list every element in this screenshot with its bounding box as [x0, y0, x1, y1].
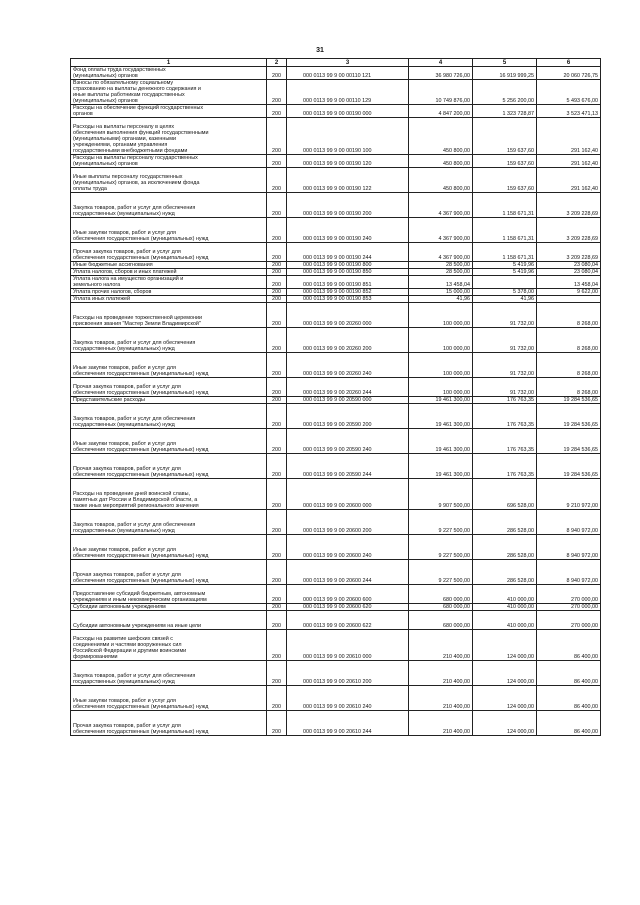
row-amount-remaining: 270 000,00 — [537, 611, 601, 630]
row-amount-executed: 124 000,00 — [473, 686, 537, 711]
row-amount-executed: 124 000,00 — [473, 630, 537, 661]
row-name: Иные закупки товаров, работ и услуг для обеспечения государственных (муниципальных) нужд — [71, 429, 267, 454]
row-code: 200 — [267, 454, 287, 479]
row-amount-remaining: 19 284 536,65 — [537, 397, 601, 404]
row-name: Иные закупки товаров, работ и услуг для обеспечения государственных (муниципальных) нужд — [71, 686, 267, 711]
table-row — [71, 630, 601, 661]
row-name: Субсидии автономным учреждениям — [71, 604, 267, 611]
table-row — [71, 80, 601, 105]
table-row — [71, 397, 601, 404]
page-number: 31 — [316, 47, 324, 54]
row-amount-remaining: 23 080,04 — [537, 269, 601, 276]
row-name: Прочая закупка товаров, работ и услуг для обеспечения государственных (муниципальных) нужд — [71, 243, 267, 262]
row-code: 200 — [267, 218, 287, 243]
row-amount-remaining: 270 000,00 — [537, 604, 601, 611]
row-code: 200 — [267, 118, 287, 155]
row-amount-executed: 286 528,00 — [473, 560, 537, 585]
row-amount-executed: 176 763,35 — [473, 404, 537, 429]
row-kbk: 000 0113 99 9 00 00190 244 — [287, 243, 409, 262]
row-kbk: 000 0113 99 9 00 00190 100 — [287, 118, 409, 155]
row-amount-executed: 410 000,00 — [473, 604, 537, 611]
row-amount-approved: 9 227 500,00 — [409, 510, 473, 535]
row-name: Уплата налогов, сборов и иных платежей — [71, 269, 267, 276]
row-kbk: 000 0113 99 9 00 20610 244 — [287, 711, 409, 736]
row-amount-approved: 28 500,00 — [409, 269, 473, 276]
row-name: Предоставление субсидий бюджетным, автономным учреждениям и иным некоммерческим организациям — [71, 585, 267, 604]
row-kbk: 000 0113 99 9 00 20590 000 — [287, 397, 409, 404]
row-amount-approved: 19 461 300,00 — [409, 397, 473, 404]
row-amount-executed: 176 763,35 — [473, 397, 537, 404]
row-kbk: 000 0113 99 9 00 00190 240 — [287, 218, 409, 243]
row-code: 200 — [267, 535, 287, 560]
header-col-3: 3 — [287, 59, 409, 67]
row-name: Расходы на проведение торжественной церемонии присвоения звания "Мастер Земли Владимирской" — [71, 303, 267, 328]
row-name: Уплата иных платежей — [71, 296, 267, 303]
row-amount-executed: 410 000,00 — [473, 585, 537, 604]
row-kbk: 000 0113 99 9 00 20600 240 — [287, 535, 409, 560]
row-amount-approved: 100 000,00 — [409, 328, 473, 353]
row-name: Расходы на обеспечение функций государственных органов — [71, 105, 267, 118]
row-kbk: 000 0113 99 9 00 20600 244 — [287, 560, 409, 585]
table-row — [71, 67, 601, 80]
row-amount-approved: 13 458,04 — [409, 276, 473, 289]
row-code: 200 — [267, 711, 287, 736]
row-code: 200 — [267, 353, 287, 378]
row-amount-remaining: 8 268,00 — [537, 353, 601, 378]
row-amount-remaining: 5 493 676,00 — [537, 80, 601, 105]
row-kbk: 000 0113 99 9 00 20590 240 — [287, 429, 409, 454]
row-amount-executed: 286 528,00 — [473, 510, 537, 535]
row-name: Иные закупки товаров, работ и услуг для обеспечения государственных (муниципальных) нужд — [71, 218, 267, 243]
row-amount-approved: 36 980 726,00 — [409, 67, 473, 80]
row-name: Иные закупки товаров, работ и услуг для обеспечения государственных (муниципальных) нужд — [71, 353, 267, 378]
row-amount-executed: 91 732,00 — [473, 353, 537, 378]
table-row — [71, 193, 601, 218]
row-amount-executed: 5 256 200,00 — [473, 80, 537, 105]
row-code: 200 — [267, 604, 287, 611]
table-row — [71, 353, 601, 378]
row-kbk: 000 0113 99 9 00 20600 622 — [287, 611, 409, 630]
row-amount-executed: 696 528,00 — [473, 479, 537, 510]
table-row — [71, 560, 601, 585]
table-header-row — [71, 59, 601, 67]
row-kbk: 000 0113 99 9 00 00190 853 — [287, 296, 409, 303]
row-code: 200 — [267, 243, 287, 262]
row-amount-remaining: 86 400,00 — [537, 630, 601, 661]
row-amount-executed: 5 419,96 — [473, 262, 537, 269]
row-amount-executed — [473, 276, 537, 289]
table-row — [71, 404, 601, 429]
table-row — [71, 289, 601, 296]
row-amount-approved: 100 000,00 — [409, 378, 473, 397]
row-amount-executed: 159 637,60 — [473, 155, 537, 168]
row-code: 200 — [267, 585, 287, 604]
row-amount-approved: 210 400,00 — [409, 661, 473, 686]
table-row — [71, 711, 601, 736]
table-row — [71, 118, 601, 155]
row-code: 200 — [267, 105, 287, 118]
row-amount-approved: 9 227 500,00 — [409, 535, 473, 560]
row-kbk: 000 0113 99 9 00 20600 620 — [287, 604, 409, 611]
row-amount-remaining: 3 209 228,69 — [537, 218, 601, 243]
header-col-5: 5 — [473, 59, 537, 67]
row-amount-executed: 1 323 728,87 — [473, 105, 537, 118]
row-name: Закупка товаров, работ и услуг для обеспечения государственных (муниципальных) нужд — [71, 193, 267, 218]
row-amount-remaining: 3 209 228,69 — [537, 243, 601, 262]
table-row — [71, 378, 601, 397]
row-amount-remaining: 13 458,04 — [537, 276, 601, 289]
header-col-6: 6 — [537, 59, 601, 67]
row-amount-remaining: 270 000,00 — [537, 585, 601, 604]
row-amount-executed: 1 158 671,31 — [473, 193, 537, 218]
row-kbk: 000 0113 99 9 00 20610 240 — [287, 686, 409, 711]
row-amount-approved: 450 800,00 — [409, 155, 473, 168]
table-row — [71, 604, 601, 611]
row-name: Уплата налога на имущество организаций и земельного налога — [71, 276, 267, 289]
row-kbk: 000 0113 99 9 00 00190 200 — [287, 193, 409, 218]
row-name: Иные бюджетные ассигнования — [71, 262, 267, 269]
row-kbk: 000 0113 99 9 00 20590 200 — [287, 404, 409, 429]
row-kbk: 000 0113 99 9 00 20260 200 — [287, 328, 409, 353]
table-row — [71, 328, 601, 353]
row-amount-remaining: 8 268,00 — [537, 378, 601, 397]
row-kbk: 000 0113 99 9 00 20260 244 — [287, 378, 409, 397]
row-kbk: 000 0113 99 9 00 20610 200 — [287, 661, 409, 686]
row-amount-remaining: 9 210 972,00 — [537, 479, 601, 510]
row-name: Прочая закупка товаров, работ и услуг для обеспечения государственных (муниципальных) нужд — [71, 711, 267, 736]
row-amount-approved: 4 367 900,00 — [409, 218, 473, 243]
row-name: Уплата прочих налогов, сборов — [71, 289, 267, 296]
table-row — [71, 155, 601, 168]
row-amount-remaining: 291 162,40 — [537, 118, 601, 155]
row-amount-approved: 100 000,00 — [409, 303, 473, 328]
row-amount-remaining: 23 080,04 — [537, 262, 601, 269]
table-row — [71, 269, 601, 276]
row-amount-executed: 410 000,00 — [473, 611, 537, 630]
row-amount-approved: 450 800,00 — [409, 118, 473, 155]
row-amount-executed: 159 637,60 — [473, 168, 537, 193]
row-amount-approved: 19 461 300,00 — [409, 454, 473, 479]
row-amount-approved: 680 000,00 — [409, 611, 473, 630]
row-name: Прочая закупка товаров, работ и услуг для обеспечения государственных (муниципальных) нужд — [71, 378, 267, 397]
row-amount-remaining: 8 268,00 — [537, 303, 601, 328]
table-row — [71, 535, 601, 560]
row-name: Фонд оплаты труда государственных (муниципальных) органов — [71, 67, 267, 80]
row-code: 200 — [267, 80, 287, 105]
row-kbk: 000 0113 99 9 00 00190 851 — [287, 276, 409, 289]
row-name: Иные закупки товаров, работ и услуг для обеспечения государственных (муниципальных) нужд — [71, 535, 267, 560]
row-amount-approved: 9 907 500,00 — [409, 479, 473, 510]
row-name: Взносы по обязательному социальному страхованию на выплаты денежного содержания и иные выплаты работникам государственных (муниципальных) органов — [71, 80, 267, 105]
row-amount-approved: 28 500,00 — [409, 262, 473, 269]
row-amount-approved: 100 000,00 — [409, 353, 473, 378]
row-amount-executed: 176 763,35 — [473, 454, 537, 479]
row-amount-executed: 5 419,96 — [473, 269, 537, 276]
table-row — [71, 218, 601, 243]
row-kbk: 000 0113 99 9 00 00110 129 — [287, 80, 409, 105]
row-code: 200 — [267, 378, 287, 397]
row-kbk: 000 0113 99 9 00 00190 800 — [287, 262, 409, 269]
row-code: 200 — [267, 328, 287, 353]
row-amount-approved: 4 367 900,00 — [409, 193, 473, 218]
row-amount-executed: 124 000,00 — [473, 661, 537, 686]
row-kbk: 000 0113 99 9 00 20260 000 — [287, 303, 409, 328]
row-amount-approved: 4 367 900,00 — [409, 243, 473, 262]
row-kbk: 000 0113 99 9 00 00190 120 — [287, 155, 409, 168]
row-amount-executed: 124 000,00 — [473, 711, 537, 736]
row-amount-remaining: 291 162,40 — [537, 168, 601, 193]
row-amount-remaining: 8 940 972,00 — [537, 510, 601, 535]
table-row — [71, 686, 601, 711]
row-code: 200 — [267, 686, 287, 711]
row-name: Расходы на развитие шефских связей с соединениями и частями вооруженных сил Российской Федерации и другими воинскими формированиями — [71, 630, 267, 661]
row-code: 200 — [267, 296, 287, 303]
row-amount-remaining: 8 940 972,00 — [537, 560, 601, 585]
row-code: 200 — [267, 510, 287, 535]
row-amount-approved: 450 800,00 — [409, 168, 473, 193]
row-code: 200 — [267, 611, 287, 630]
row-kbk: 000 0113 99 9 00 20260 240 — [287, 353, 409, 378]
row-code: 200 — [267, 289, 287, 296]
row-kbk: 000 0113 99 9 00 20610 000 — [287, 630, 409, 661]
row-amount-remaining: 8 268,00 — [537, 328, 601, 353]
row-code: 200 — [267, 429, 287, 454]
table-row — [71, 661, 601, 686]
row-code: 200 — [267, 155, 287, 168]
table-row — [71, 276, 601, 289]
row-kbk: 000 0113 99 9 00 20600 000 — [287, 479, 409, 510]
row-amount-approved: 19 461 300,00 — [409, 404, 473, 429]
row-name: Закупка товаров, работ и услуг для обеспечения государственных (муниципальных) нужд — [71, 510, 267, 535]
row-amount-remaining: 9 622,00 — [537, 289, 601, 296]
table-row — [71, 479, 601, 510]
row-amount-executed: 41,96 — [473, 296, 537, 303]
row-name: Закупка товаров, работ и услуг для обеспечения государственных (муниципальных) нужд — [71, 404, 267, 429]
table-row — [71, 303, 601, 328]
row-kbk: 000 0113 99 9 00 00190 122 — [287, 168, 409, 193]
row-amount-approved: 41,96 — [409, 296, 473, 303]
row-amount-remaining: 86 400,00 — [537, 711, 601, 736]
row-name: Расходы на выплаты персоналу в целях обеспечения выполнения функций государственными (муниципальными) органами, казенными учреждениями, органами управления государственными внебюджетными фондами — [71, 118, 267, 155]
row-code: 200 — [267, 276, 287, 289]
header-col-4: 4 — [409, 59, 473, 67]
row-code: 200 — [267, 661, 287, 686]
row-kbk: 000 0113 99 9 00 00190 850 — [287, 269, 409, 276]
row-amount-executed: 1 158 671,31 — [473, 243, 537, 262]
row-amount-remaining: 3 523 471,13 — [537, 105, 601, 118]
row-kbk: 000 0113 99 9 00 20590 244 — [287, 454, 409, 479]
row-amount-approved: 680 000,00 — [409, 585, 473, 604]
table-row — [71, 168, 601, 193]
row-amount-executed: 176 763,35 — [473, 429, 537, 454]
row-amount-approved: 210 400,00 — [409, 711, 473, 736]
row-amount-approved: 210 400,00 — [409, 630, 473, 661]
row-code: 200 — [267, 262, 287, 269]
table-row — [71, 611, 601, 630]
row-name: Расходы на выплаты персоналу государственных (муниципальных) органов — [71, 155, 267, 168]
row-amount-remaining: 291 162,40 — [537, 155, 601, 168]
row-amount-executed: 159 637,60 — [473, 118, 537, 155]
row-kbk: 000 0113 99 9 00 00110 121 — [287, 67, 409, 80]
row-amount-executed: 16 919 999,25 — [473, 67, 537, 80]
row-kbk: 000 0113 99 9 00 20600 600 — [287, 585, 409, 604]
row-kbk: 000 0113 99 9 00 20600 200 — [287, 510, 409, 535]
row-amount-executed: 1 158 671,31 — [473, 218, 537, 243]
row-name: Прочая закупка товаров, работ и услуг для обеспечения государственных (муниципальных) нужд — [71, 454, 267, 479]
table-row — [71, 105, 601, 118]
row-code: 200 — [267, 269, 287, 276]
table-row — [71, 262, 601, 269]
table-row — [71, 296, 601, 303]
row-kbk: 000 0113 99 9 00 00190 852 — [287, 289, 409, 296]
row-amount-approved: 9 227 500,00 — [409, 560, 473, 585]
row-amount-remaining: 3 209 228,69 — [537, 193, 601, 218]
row-amount-remaining — [537, 296, 601, 303]
row-amount-executed: 91 732,00 — [473, 378, 537, 397]
row-amount-approved: 4 847 200,00 — [409, 105, 473, 118]
row-name: Субсидии автономным учреждениям на иные цели — [71, 611, 267, 630]
table-row — [71, 454, 601, 479]
row-code: 200 — [267, 404, 287, 429]
row-amount-approved: 210 400,00 — [409, 686, 473, 711]
row-code: 200 — [267, 479, 287, 510]
budget-table — [70, 58, 601, 736]
table-row — [71, 585, 601, 604]
row-code: 200 — [267, 397, 287, 404]
row-amount-executed: 91 732,00 — [473, 328, 537, 353]
row-code: 200 — [267, 630, 287, 661]
row-amount-approved: 19 461 300,00 — [409, 429, 473, 454]
row-name: Закупка товаров, работ и услуг для обеспечения государственных (муниципальных) нужд — [71, 328, 267, 353]
row-name: Расходы на проведение дней воинской славы, памятных дат России и Владимирской области, а также иных мероприятий регионального значения — [71, 479, 267, 510]
row-kbk: 000 0113 99 9 00 00190 000 — [287, 105, 409, 118]
row-amount-remaining: 86 400,00 — [537, 686, 601, 711]
row-amount-remaining: 20 060 726,75 — [537, 67, 601, 80]
row-amount-remaining: 19 284 536,65 — [537, 404, 601, 429]
row-amount-remaining: 86 400,00 — [537, 661, 601, 686]
row-name: Прочая закупка товаров, работ и услуг для обеспечения государственных (муниципальных) нужд — [71, 560, 267, 585]
header-col-2: 2 — [267, 59, 287, 67]
row-name: Представительские расходы — [71, 397, 267, 404]
row-amount-approved: 15 000,00 — [409, 289, 473, 296]
row-amount-executed: 91 732,00 — [473, 303, 537, 328]
row-amount-approved: 680 000,00 — [409, 604, 473, 611]
table-body — [71, 67, 601, 736]
row-code: 200 — [267, 67, 287, 80]
row-amount-remaining: 19 284 536,65 — [537, 454, 601, 479]
row-name: Закупка товаров, работ и услуг для обеспечения государственных (муниципальных) нужд — [71, 661, 267, 686]
row-amount-remaining: 8 940 972,00 — [537, 535, 601, 560]
row-amount-remaining: 19 284 536,65 — [537, 429, 601, 454]
row-code: 200 — [267, 168, 287, 193]
row-name: Иные выплаты персоналу государственных (муниципальных) органов, за исключением фонда оплаты труда — [71, 168, 267, 193]
header-col-1: 1 — [71, 59, 267, 67]
row-amount-executed: 286 528,00 — [473, 535, 537, 560]
table-row — [71, 510, 601, 535]
table-row — [71, 243, 601, 262]
row-code: 200 — [267, 193, 287, 218]
row-code: 200 — [267, 303, 287, 328]
row-amount-approved: 10 749 876,00 — [409, 80, 473, 105]
row-amount-executed: 5 378,00 — [473, 289, 537, 296]
table-row — [71, 429, 601, 454]
row-code: 200 — [267, 560, 287, 585]
